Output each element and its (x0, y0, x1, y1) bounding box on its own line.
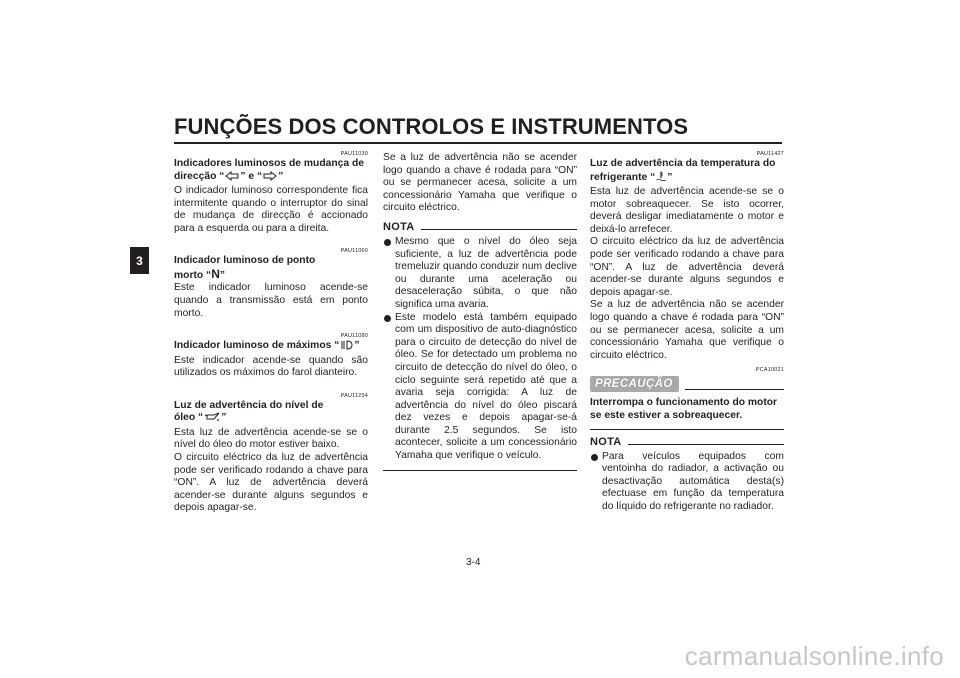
section-code: PAU11060 (340, 248, 368, 255)
section-code: PAU11030 (340, 151, 368, 157)
high-beam-icon (340, 340, 353, 355)
oil-level-section (174, 392, 368, 515)
section-code: PAU11080 (340, 333, 368, 340)
heading-text: direcção “ (174, 170, 225, 182)
watermark: carmanualsonline.info (684, 641, 944, 671)
caution-text: Interrompa o funcionamento do motor se este estiver a sobreaquecer. (590, 397, 778, 421)
heading-text: ” e “ (240, 170, 263, 182)
column-1 (174, 150, 368, 527)
heading-text: ” (221, 412, 227, 424)
column-2 (383, 152, 577, 471)
page-title: FUNÇÕES DOS CONTROLOS E INSTRUMENTOS (174, 114, 689, 139)
high-beam-body: Este indicador acende-se quando são utilizados os máximos do farol dianteiro. (174, 354, 368, 379)
note-header (383, 221, 577, 233)
heading-text: ” (219, 269, 226, 281)
neutral-icon: N (211, 266, 220, 281)
coolant-heading (590, 158, 784, 186)
oil-level-heading (174, 400, 368, 427)
note-box (590, 436, 784, 514)
oil-level-body-2: O circuito eléctrico da luz de advertência pode ser verificado rodando a chave para “ON”. A luz de advertência deverá acender-se durante alguns segundos e depois apagar-se. (174, 452, 368, 514)
section-code: PAU11427 (756, 151, 784, 157)
heading-text: ” (354, 340, 360, 352)
neutral-heading (174, 255, 368, 282)
caution-rule-bottom (590, 429, 784, 430)
neutral-body: Este indicador luminoso acende-se quando a transmissão está em ponto morto. (174, 282, 368, 319)
heading-text: morto “ (174, 269, 212, 281)
caution-rule-top (685, 389, 784, 390)
note-label: NOTA (590, 435, 622, 448)
title-rule (174, 142, 782, 144)
heading-text: Indicador luminoso de máximos “ (174, 340, 340, 352)
turn-signal-body: O indicador luminoso correspondente fica intermitente quando o interruptor do sinal de mudança de direcção é accionado para a esquerda ou para a direita. (174, 185, 368, 234)
note-list (590, 451, 784, 514)
note-rule (628, 444, 784, 445)
note-end-rule (383, 470, 577, 471)
note-box (383, 221, 577, 471)
oil-level-body-1: Esta luz de advertência acende-se se o nível do óleo do motor estiver baixo. (174, 426, 368, 451)
thermometer-icon (656, 171, 666, 187)
heading-text: ” (667, 171, 673, 183)
heading-text: óleo “ (174, 412, 204, 424)
oil-can-icon (204, 412, 220, 427)
neutral-section (174, 247, 368, 320)
heading-text: Luz de advertência do nível de (174, 399, 324, 411)
caution-header (590, 376, 784, 392)
note-rule (421, 229, 577, 230)
note-header (590, 436, 784, 448)
heading-text: ” (278, 170, 284, 182)
column-3 (590, 150, 784, 513)
section-code: PAU11254 (340, 392, 368, 399)
high-beam-section (174, 332, 368, 380)
right-arrow-icon (263, 171, 277, 186)
list-item: Mesmo que o nível do óleo seja suficiente, a luz de advertência pode tremeluzir quando conduzir num declive ou durante uma aceleração ou desaceleração súbita, o que não significa uma avaria. (395, 235, 578, 310)
turn-signal-section (174, 150, 368, 235)
note-label: NOTA (383, 220, 415, 233)
coolant-body-1: Esta luz de advertência acende-se se o motor sobreaquecer. Se isto ocorrer, deverá desligar imediatamente o motor e deixá-lo arrefecer. (590, 186, 784, 235)
heading-text: Indicadores luminosos de mudança de (174, 158, 364, 169)
note-list (383, 236, 577, 463)
heading-text: Indicador luminoso de ponto (174, 255, 316, 267)
heading-text: refrigerante “ (590, 171, 656, 183)
caution-code: PCA10021 (755, 367, 784, 374)
turn-signal-heading (174, 158, 368, 185)
high-beam-heading (174, 340, 368, 355)
page-number: 3-4 (466, 557, 481, 568)
coolant-body-3: Se a luz de advertência não se acender logo quando a chave é rodada para “ON” ou se permanecer acesa, solicite a um concessionário Yamaha que verifique o circuito eléctrico. (590, 299, 784, 361)
heading-text: Luz de advertência da temperatura do (590, 158, 776, 169)
list-item: Para veículos equipados com ventoinha do radiador, a activação ou desactivação automática desta(s) efectuase em função da temperatura do líquido do refrigerante no radiador. (602, 450, 784, 512)
chapter-tab: 3 (130, 247, 149, 274)
list-item: Este modelo está também equipado com um dispositivo de auto-diagnóstico para o circuito de detecção do nível de óleo. Se for detectado um problema no circuito de detecção do nível do óleo, o ciclo seguinte será repetido até que a avaria seja corrigida: A luz de advertência do nível do óleo piscará dez vezes e depois apagar-se-á durante 2.5 segundos. Se isto acontecer, solicite a um concessionário Yamaha que verifique o veículo. (395, 311, 577, 462)
caution-badge: PRECAUÇÃO (590, 376, 679, 392)
oil-check-body: Se a luz de advertência não se acender logo quando a chave é rodada para “ON” ou se permanecer acesa, solicite a um concessionário Yamaha que verifique o circuito eléctrico. (383, 152, 577, 214)
coolant-body-2: O circuito eléctrico da luz de advertência pode ser verificado rodando a chave para “ON”. A luz de advertência deverá acender-se durante alguns segundos e depois apagar-se. (590, 236, 784, 298)
left-arrow-icon (225, 171, 239, 186)
